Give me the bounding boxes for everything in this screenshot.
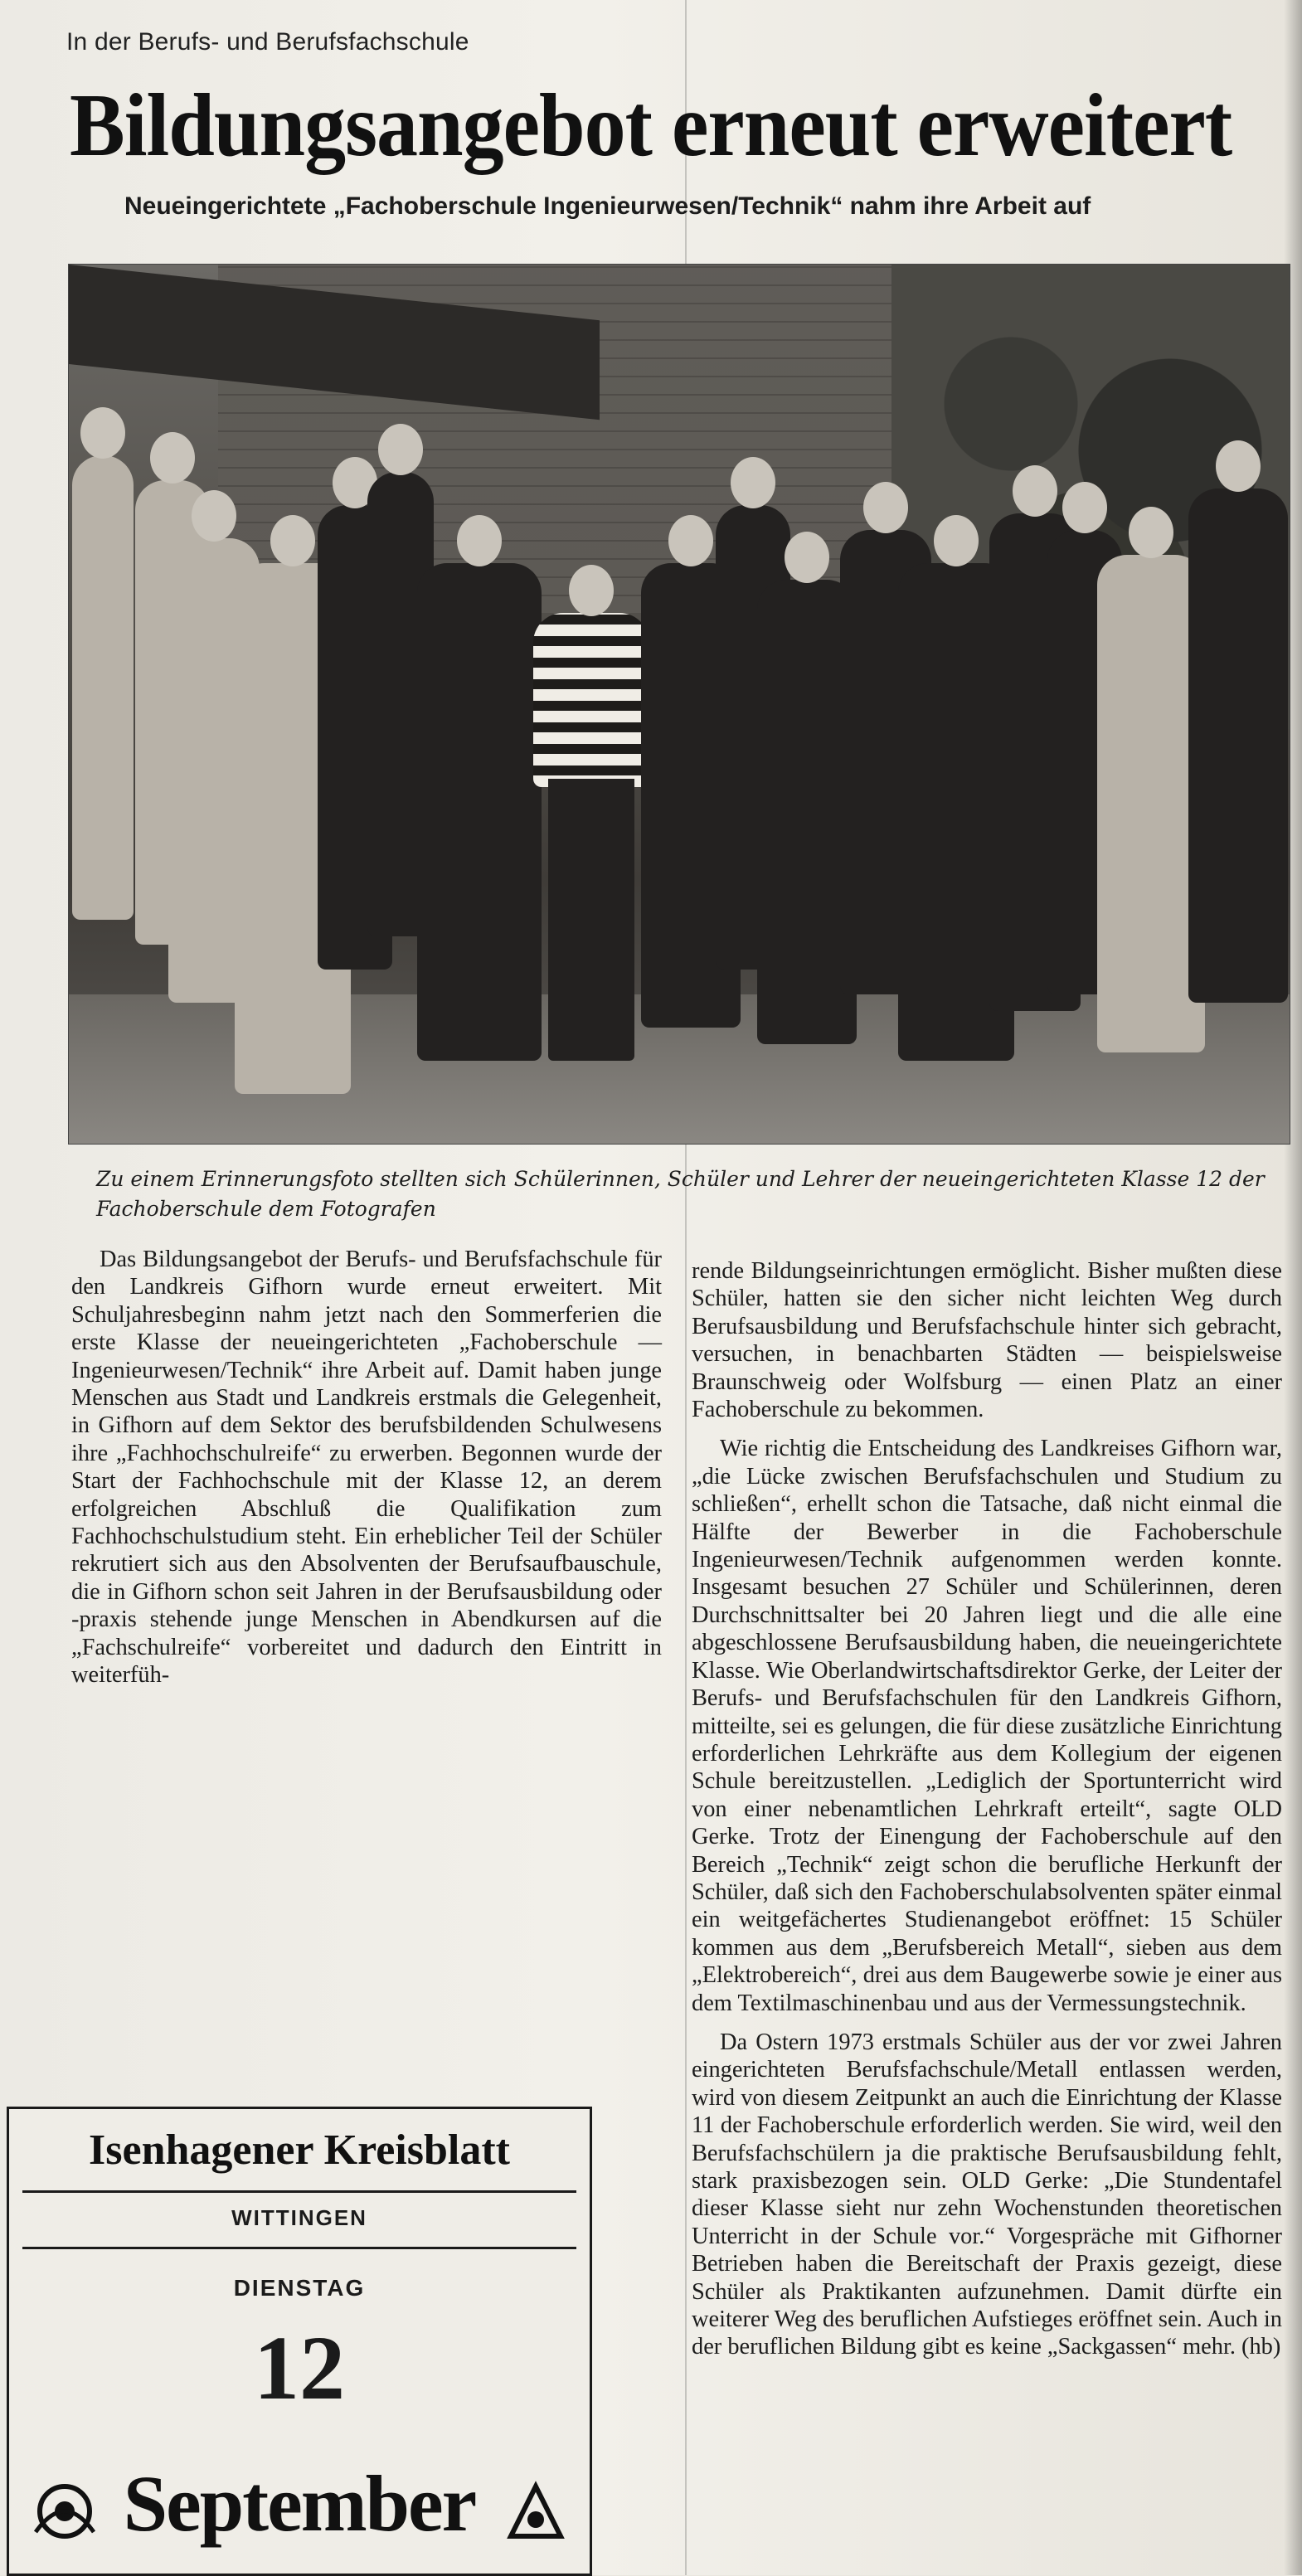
date-box-rule [22, 2190, 576, 2193]
publication-place: WITTINGEN [231, 2205, 367, 2230]
photo-caption: Zu einem Erinnerungsfoto stellten sich Schülerinnen, Schüler und Lehrer der neueingerichteten Klasse 12 der Fachoberschule dem Fotografen [96, 1167, 1265, 1221]
article-subheadline: Neueingerichtete „Fachoberschule Ingenieurwesen/Technik“ nahm ihre Arbeit auf [124, 192, 1091, 220]
article-paragraph: rende Bildungseinrichtungen ermöglicht. Bisher mußten diese Schüler, hatten sie den sicher nicht leichten Weg durch Berufsausbildung und Berufsfachschule hinter sich gebracht, versuchen, in benachbarten Städten — beispielsweise Braunschweig oder Wolfsburg — einen Platz an einer Fachoberschule zu bekommen. [692, 1258, 1282, 1423]
publication-day: 12 [254, 2317, 345, 2418]
publication-month: September [123, 2459, 476, 2548]
photo-person-striped-shirt [533, 613, 649, 787]
photo-person [72, 455, 134, 920]
newspaper-name: Isenhagener Kreisblatt [89, 2126, 510, 2174]
date-box [7, 2107, 592, 2576]
article-column-right [692, 1257, 1282, 2373]
article-paragraph: Das Bildungsangebot der Berufs- und Berufsfachschule für den Landkreis Gifhorn wurde erneut erweitert. Mit Schuljahresbeginn nahm jetzt nach den Sommerferien die erste Klasse der neueingerichteten „Fachoberschule — Ingenieurwesen/Technik“ ihre Arbeit auf. Damit haben junge Menschen aus Stadt und Landkreis erstmals die Gelegenheit, in Gifhorn auf dem Sektor des berufsbildenden Schulwesens ihre „Fachhochschulreife“ zu erwerben. Begonnen wurde der Start der Fachhochschule mit der Klasse 12, an derem erfolgreichen Abschluß die Qualifikation zum Fachhochschulstudium steht. Ein erheblicher Teil der Schüler rekrutiert sich aus den Absolventen der Berufsaufbauschule, die in Gifhorn schon seit Jahren in der Berufsausbildung oder -praxis stehende junge Menschen in Abendkursen auf die „Fachschulreife“ vorbereitet und dadurch den Eintritt in weiterfüh- [71, 1247, 662, 1689]
date-box-rule [22, 2247, 576, 2249]
photo-person [1188, 488, 1288, 1003]
article-kicker: In der Berufs- und Berufsfachschule [66, 28, 469, 56]
photo-person [548, 779, 634, 1061]
photo-person [417, 563, 542, 1061]
article-headline: Bildungsangebot erneut erweitert [70, 75, 1232, 175]
article-paragraph: Da Ostern 1973 erstmals Schüler aus der vor zwei Jahren eingerichteten Berufsfachschule/Metall entlassen werden, wird von diesem Zeitpunkt an auch die Einrichtung der Klasse 11 der Fachoberschule erforderlich werden. Sie wird, weil den Berufsfachschülern ja die praktische Berufsausbildung fehlt, stark praxisbezogen sein. OLD Gerke: „Die Stundentafel dieser Klasse sieht nur zehn Wochenstunden theoretischen Unterricht in der Schule vor.“ Vorgespräche mit Gifhorner Betrieben haben die Bereitschaft der Praxis gezeigt, diese Schüler als Praktikanten aufzunehmen. Damit dürfte ein weiterer Weg des beruflichen Aufstieges eröffnet sein. Auch in der beruflichen Bildung gibt es keine „Sackgassen“ mehr. (hb) [692, 2029, 1282, 2360]
article-paragraph: Wie richtig die Entscheidung des Landkreises Gifhorn war, „die Lücke zwischen Berufsfachschulen und Studium zu schließen“, erhellt schon die Tatsache, daß nicht einmal die Hälfte der Bewerber in die Fachoberschule Ingenieurwesen/Technik aufgenommen werden konnte. Insgesamt besuchen 27 Schüler und Schülerinnen, deren Durchschnittsalter bei 20 Jahren liegt und die alle eine abgeschlossene Berufsausbildung haben, die neueingerichtete Klasse. Wie Oberlandwirtschaftsdirektor Gerke, der Leiter der Berufs- und Berufsfachschulen für den Landkreis Gifhorn, mitteilte, sei es gelungen, die für diese zusätzliche Einrichtung erforderlichen Lehrkräfte aus dem Kollegium der eigenen Schule bereitzustellen. „Lediglich der Sportunterricht wird von einer nebenamtlichen Lehrkraft erteilt“, sagte OLD Gerke. Trotz der Einengung der Fachoberschule auf den Bereich „Technik“ zeigt schon die berufliche Herkunft der Schüler, daß sich den Fachoberschulabsolventen später einmal ein weitgefächertes Studienangebot eröffnet: 15 Schüler kommen aus dem „Berufsbereich Metall“, sieben aus dem „Elektrobereich“, drei aus dem Baugewerbe sowie je einer aus dem Textilmaschinenbau und aus der Vermessungstechnik. [692, 1436, 1282, 2016]
article-column-left [71, 1246, 662, 1701]
publication-weekday: DIENSTAG [233, 2275, 366, 2301]
ornament-icon [498, 2474, 573, 2549]
group-photo [68, 264, 1290, 1145]
